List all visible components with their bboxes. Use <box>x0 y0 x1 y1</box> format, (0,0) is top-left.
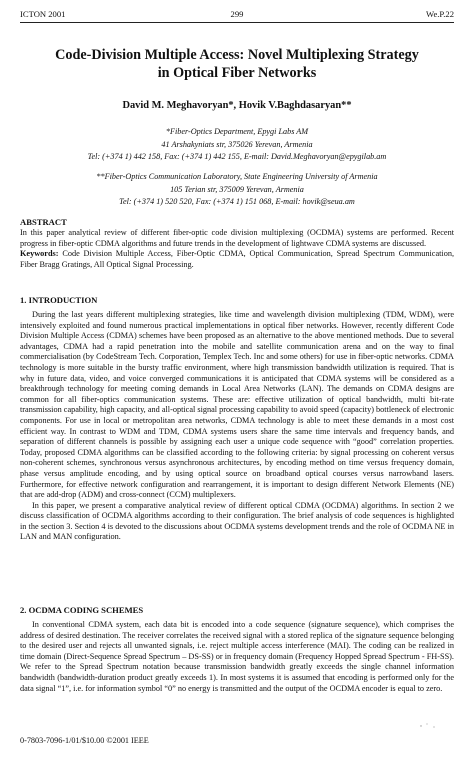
affiliation-2-line: Tel: (+374 1) 520 520, Fax: (+374 1) 151 068, E-mail: hovik@seua.am <box>119 197 355 206</box>
page-number: 299 <box>230 9 244 19</box>
section-2-body <box>20 620 454 694</box>
paper-code: We.P.22 <box>426 9 454 19</box>
title-line-1: Code-Division Multiple Access: Novel Multiplexing Strategy <box>55 47 419 63</box>
scan-speck <box>418 722 440 730</box>
abstract-body <box>20 228 454 270</box>
affiliation-2-line: **Fiber-Optics Communication Laboratory, State Engineering University of Armenia <box>96 172 378 181</box>
authors: David M. Meghavoryan*, Hovik V.Baghdasaryan** <box>122 100 352 111</box>
conference-name: ICTON 2001 <box>20 9 66 19</box>
section-1-body <box>20 310 454 543</box>
section-1-paragraph-1: During the last years different multiplexing strategies, like time and wavelength division multiplexing (TDM, WDM), were intensively exploited and found numerous practical implementations in optical fiber networks. However, recently different Code Division Multiple Access (CDMA) schemes have been proposed as an alternative to the above mentioned methods. Due to several advantages, CDMA had a rapid penetration into the mobile and satellite communication arena and on the way to final commercialisation (by CodeStream Tech. Corporation, Templex Tech. Inc and some others) for use in fiber-optic networks. CDMA technology is more suitable in the bursty traffic environment, where high transmission bandwidth utilization is required. That is why in future data, video, and voice converged communications it is anticipated that CDMA systems will be considered as a breakthrough technology for meeting coming demands in Local Area Networks (LAN). The demands on CDMA designs are common for all fiber-optics communication systems. These are: effective utilization of optical bandwidth, multi bit-rate transmission capability, high capacity, and all-optical signal processing capability to avoid speed (capacity) bottleneck of electronic components. For use in local or metropolitan area networks, CDMA technology is able to meet these demands in a most cost efficient way. In contrast to WDM and TDM, CDMA systems users share the same time intervals and frequency bands, and separation of different channels is possible by assigning each user a unique code sequence with “good” correlation properties. Today, proposed CDMA algorithms can be classified according to the following criteria: by signal processing on coherent versus non-coherent schemes, synchronous versus asynchronous architectures, by encoding method on time versus frequency domain, phase versus amplitude encoding, and by using optical source on broadband optical courses versus narrowband lasers. Furthermore, for effective network configuration and rearrangement, it is important to design different Network Elements (NE) that are add-drop (ADM) and cross-connect (CCM) multiplexers. <box>20 310 454 500</box>
paper-title <box>20 46 454 82</box>
affiliation-2 <box>20 171 454 209</box>
section-1-paragraph-2: In this paper, we present a comparative analytical review of different optical CDMA (OCDMA) algorithms. In section 2 we discuss classification of OCDMA algorithms according to their configuration. The brief analysis of code sequences is highlighted in the section 3. Section 4 is devoted to the discussions about OCDMA systems development trends and the role of OCDMA NE in LAN and MAN configuration. <box>20 500 454 542</box>
section-1-heading: 1. INTRODUCTION <box>20 295 98 305</box>
copyright-footer: 0-7803-7096-1/01/$10.00 ©2001 IEEE <box>20 736 149 745</box>
section-2-heading: 2. OCDMA CODING SCHEMES <box>20 605 144 615</box>
header-rule <box>20 22 454 23</box>
affiliation-1-line: 41 Arshakyniats str, 375026 Yerevan, Armenia <box>161 139 313 149</box>
keywords-text: Code Division Multiple Access, Fiber-Optic CDMA, Optical Communication, Spread Spectrum Communication, Fiber Bragg Gratings, All Optical Signal Processing. <box>20 249 455 269</box>
title-line-2: in Optical Fiber Networks <box>157 65 317 81</box>
keywords-label: Keywords: <box>20 249 59 259</box>
running-header <box>20 9 454 23</box>
affiliation-1-line: *Fiber-Optics Department, Epygi Labs AM <box>165 127 309 136</box>
keywords <box>20 249 454 270</box>
affiliation-1 <box>20 126 454 164</box>
affiliation-2-line: 105 Terian str, 375009 Yerevan, Armenia <box>170 184 304 194</box>
abstract-text: In this paper analytical review of different fiber-optic code division multiplexing (OCDMA) systems are performed. Recent progress in fiber-optic CDMA algorithms and future trends in the development of lightwave CDMA systems are discussed. <box>20 228 454 248</box>
abstract-heading: ABSTRACT <box>20 217 67 227</box>
affiliation-1-line: Tel: (+374 1) 442 158, Fax: (+374 1) 442 155, E-mail: David.Meghavoryan@epygilab.am <box>87 152 387 161</box>
section-2-paragraph-1: In conventional CDMA system, each data bit is encoded into a code sequence (signature sequence), which comprises the address of desired destination. The receiver correlates the received signal with a stored replica of the signature sequence belonging to the desired user and rejects all unwanted signals, i.e. reject multiple access interference (MAI). The coding can be realized in time domain (Direct-Sequence Spread Spectrum – DS-SS) or in frequency domain (Frequency Hopped Spread Spectrum - FH-SS). We refer to the Spread Spectrum notation because transmission bandwidth greatly exceeds the single channel information bandwidth (bandwidth-duration product greatly exceeds 1). In most systems it is assumed that encoding is performed only for the data signal “1”, i.e. for information symbol “0” no energy is transmitted and the output of the OCDMA encoder is equal to zero. <box>20 620 454 693</box>
